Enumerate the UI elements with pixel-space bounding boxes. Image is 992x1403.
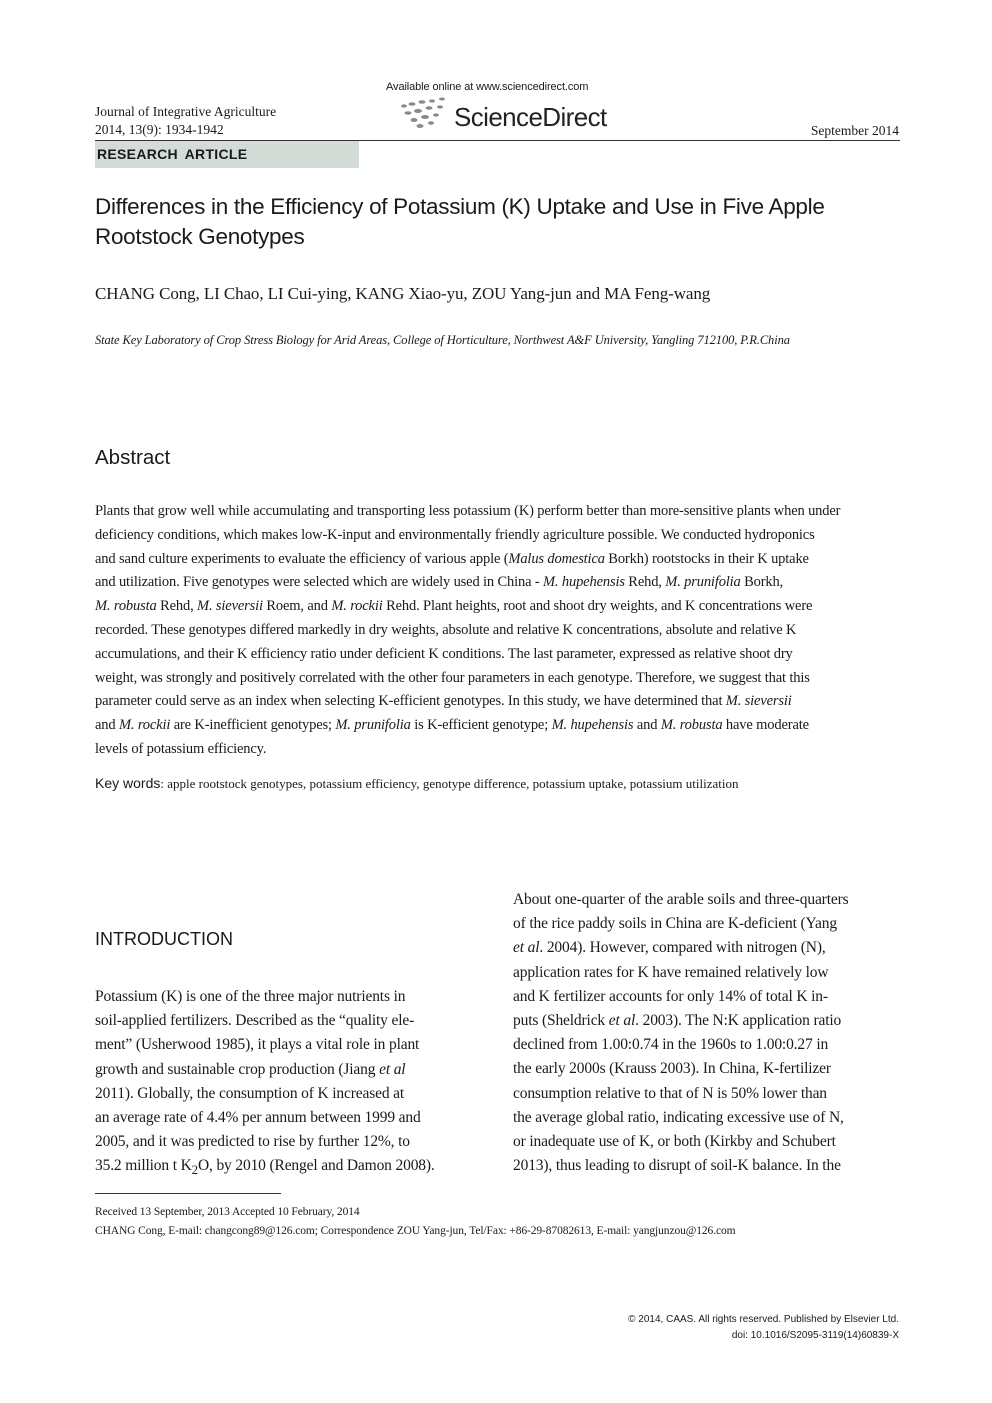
text-line: growth and sustainable crop production (Jiang et al <box>95 1060 406 1078</box>
author-affiliation: State Key Laboratory of Crop Stress Biology for Arid Areas, College of Horticulture, Northwest A&F University, Yangling 712100, P.R.China <box>95 333 790 347</box>
introduction-left-column <box>95 985 480 1183</box>
text-line: 2013), thus leading to disrupt of soil-K balance. In the <box>513 1157 841 1175</box>
journal-volume: 2014, 13(9): 1934-1942 <box>95 122 224 137</box>
text-line: 2005, and it was predicted to rise by further 12%, to <box>95 1133 410 1151</box>
contact-info: CHANG Cong, E-mail: changcong89@126.com; Correspondence ZOU Yang-jun, Tel/Fax: +86-29-87082613, E-mail: yangjunzou@126.com <box>95 1225 736 1237</box>
abstract-line: weight, was strongly and positively correlated with the other four parameters in each genotype. Therefore, we suggest that this <box>95 669 810 686</box>
keywords-label: Key words <box>95 775 161 791</box>
abstract-line: accumulations, and their K efficiency ratio under deficient K conditions. The last parameter, expressed as relative shoot dry <box>95 645 793 662</box>
text-line: or inadequate use of K, or both (Kirkby and Schubert <box>513 1133 836 1151</box>
keywords-list: : apple rootstock genotypes, potassium efficiency, genotype difference, potassium uptake, potassium utilization <box>160 776 739 791</box>
publication-date: September 2014 <box>810 123 899 138</box>
text-line: the early 2000s (Krauss 2003). In China, K-fertilizer <box>513 1060 831 1078</box>
copyright-notice: © 2014, CAAS. All rights reserved. Published by Elsevier Ltd. <box>628 1314 899 1325</box>
text-line: 35.2 million t $K_2O$, by 2010 (Rengel and Damon 2008). <box>95 1157 435 1178</box>
text-line: et al. 2004). However, compared with nitrogen (N), <box>513 939 826 957</box>
sciencedirect-dots-icon <box>398 96 450 132</box>
sciencedirect-wordmark: ScienceDirect <box>454 102 607 132</box>
text-line: About one-quarter of the arable soils and three-quarters <box>513 891 849 908</box>
abstract-text <box>95 500 898 762</box>
text-line: of the rice paddy soils in China are K-deficient (Yang <box>513 915 837 933</box>
journal-name: Journal of Integrative Agriculture <box>95 104 277 119</box>
text-line: declined from 1.00:0.74 in the 1960s to 1.00:0.27 in <box>513 1036 829 1054</box>
text-line: consumption relative to that of N is 50% lower than <box>513 1084 827 1102</box>
doi: doi: 10.1016/S2095-3119(14)60839-X <box>731 1330 899 1341</box>
text-line: soil-applied fertilizers. Described as the “quality ele- <box>95 1012 415 1030</box>
abstract-line: parameter could serve as an index when selecting K-efficient genotypes. In this study, we have determined that M. sieversii <box>95 693 792 710</box>
text-line: Potassium (K) is one of the three major nutrients in <box>95 988 406 1005</box>
abstract-line: and M. rockii are K-inefficient genotypes; M. prunifolia is K-efficient genotype; M. hupehensis and M. robusta have moderate <box>95 717 809 734</box>
text-line: ment” (Usherwood 1985), it plays a vital role in plant <box>95 1036 420 1054</box>
text-line: and K fertilizer accounts for only 14% of total K in- <box>513 987 828 1005</box>
introduction-heading: INTRODUCTION <box>95 929 233 949</box>
abstract-line: Plants that grow well while accumulating and transporting less potassium (K) perform better than more-sensitive plants when under <box>95 503 841 519</box>
abstract-line: levels of potassium efficiency. <box>95 740 267 757</box>
abstract-line: M. robusta Rehd, M. sieversii Roem, and M. rockii Rehd. Plant heights, root and shoot dry weights, and K concentrations were <box>95 598 813 615</box>
abstract-heading: Abstract <box>95 446 171 469</box>
abstract-line: and sand culture experiments to evaluate the efficiency of various apple (Malus domestica Borkh) rootstocks in their K uptake <box>95 550 809 567</box>
article-title: Differences in the Efficiency of Potassium (K) Uptake and Use in Five Apple Rootstock Genotypes <box>95 194 825 249</box>
text-line: an average rate of 4.4% per annum between 1999 and <box>95 1109 421 1127</box>
sciencedirect-logo <box>398 96 638 132</box>
abstract-line: and utilization. Five genotypes were selected which are widely used in China - M. hupehensis Rehd, M. prunifolia Borkh, <box>95 574 784 591</box>
available-online-text: Available online at www.sciencedirect.com <box>386 81 589 93</box>
article-type-banner: RESEARCH ARTICLE <box>95 141 359 168</box>
keywords <box>95 775 898 792</box>
abstract-line: recorded. These genotypes differed markedly in dry weights, absolute and relative K concentrations, absolute and relative K <box>95 621 797 638</box>
text-line: application rates for K have remained relatively low <box>513 963 829 981</box>
received-dates: Received 13 September, 2013 Accepted 10 February, 2014 <box>95 1206 360 1218</box>
text-line: the average global ratio, indicating excessive use of N, <box>513 1108 844 1126</box>
abstract-line: deficiency conditions, which makes low-K-input and environmentally friendly agriculture possible. We conducted hydroponics <box>95 526 815 543</box>
footnote-divider <box>95 1193 281 1194</box>
introduction-right-column <box>513 888 898 1178</box>
text-line: 2011). Globally, the consumption of K increased at <box>95 1084 405 1102</box>
author-list: CHANG Cong, LI Chao, LI Cui-ying, KANG Xiao-yu, ZOU Yang-jun and MA Feng-wang <box>95 284 711 303</box>
text-line: puts (Sheldrick et al. 2003). The N:K application ratio <box>513 1012 842 1030</box>
